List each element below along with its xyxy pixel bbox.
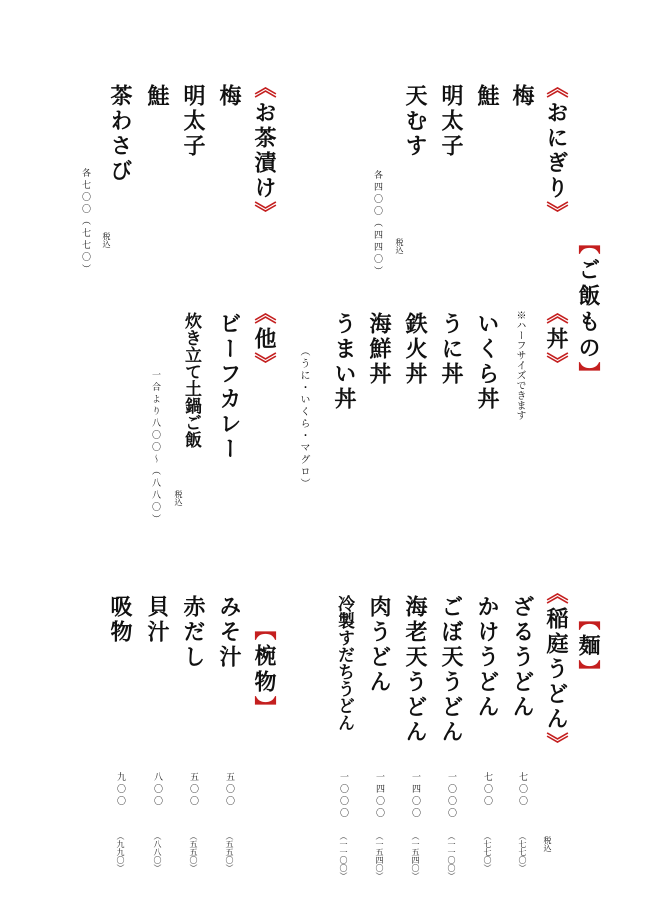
soup-price-akadashi: 五〇〇: [188, 772, 198, 808]
don-item-tekka: 鉄火丼: [402, 312, 428, 387]
onigiri-tax-note: 税込: [395, 238, 404, 254]
don-item-umai: うまい丼: [331, 312, 357, 412]
chazuke-heading: [253, 76, 275, 226]
onigiri-heading: [545, 76, 567, 226]
chazuke-title: お茶漬け: [251, 101, 277, 201]
onigiri-open: 《: [543, 76, 569, 101]
soup-section-title-text: 椀物: [251, 644, 277, 696]
chazuke-close: 》: [251, 201, 277, 226]
noodle-price-zaru: 七〇〇: [517, 772, 527, 808]
chazuke-item-sake: 鮭: [144, 84, 170, 109]
onigiri-title: おにぎり: [543, 101, 569, 201]
noodle-bracket-close: 】: [575, 660, 601, 686]
other-heading: [253, 302, 275, 377]
noodle-tax-sudachi: （一一〇〇）: [339, 832, 348, 880]
other-item-donabe-rice: 炊き立て土鍋ご飯: [181, 312, 201, 448]
noodle-price-kake: 七〇〇: [482, 772, 492, 808]
soup-bracket-close: 】: [251, 696, 277, 722]
noodle-item-goboten: ごぼ天うどん: [438, 595, 464, 745]
inaniwa-open: 《: [543, 582, 569, 607]
onigiri-item-sake: 鮭: [474, 84, 500, 109]
don-open: 《: [543, 302, 569, 327]
don-half-size-note: ※ハーフサイズできます: [514, 310, 525, 420]
onigiri-close: 》: [543, 201, 569, 226]
don-title: 丼: [543, 327, 569, 352]
onigiri-item-mentaiko: 明太子: [438, 84, 464, 159]
noodle-item-kake: かけうどん: [474, 595, 500, 720]
chazuke-item-mentaiko: 明太子: [180, 84, 206, 159]
soup-item-misoshiru: みそ汁: [216, 595, 242, 670]
noodle-item-ebiten: 海老天うどん: [402, 595, 428, 745]
soup-item-akadashi: 赤だし: [180, 595, 206, 670]
noodle-price-niku: 一四〇〇: [374, 772, 384, 820]
bracket-open: 【: [575, 232, 601, 258]
chazuke-item-chawasabi: 茶わさび: [107, 84, 133, 184]
soup-tax-misoshiru: （五五〇）: [225, 832, 234, 872]
onigiri-item-tenmusu: 天むす: [402, 84, 428, 159]
noodle-price-goboten: 一〇〇〇: [446, 772, 456, 820]
don-item-uni: うに丼: [438, 312, 464, 387]
soup-tax-akadashi: （五五〇）: [189, 832, 198, 872]
noodle-price-ebiten: 一四〇〇: [410, 772, 420, 820]
chazuke-item-ume: 梅: [216, 84, 242, 109]
noodle-price-sudachi: 一〇〇〇: [338, 772, 348, 820]
other-close: 》: [251, 352, 277, 377]
soup-bracket-open: 【: [251, 618, 277, 644]
noodle-section-title: [577, 608, 599, 686]
other-tax-note: 税込: [174, 490, 183, 506]
soup-section-title: [253, 618, 275, 722]
noodle-item-niku: 肉うどん: [366, 595, 392, 695]
inaniwa-title: 稲庭うどん: [543, 607, 569, 732]
soup-tax-kaijiru: （八八〇）: [153, 832, 162, 872]
inaniwa-close: 》: [543, 732, 569, 757]
chazuke-price: 各七〇〇（七七〇）: [80, 168, 90, 276]
noodle-tax-ebiten: （一五四〇）: [411, 832, 420, 880]
noodle-tax-note: 税込: [543, 836, 552, 852]
rice-section-title-text: ご飯もの: [575, 258, 601, 362]
onigiri-item-ume: 梅: [509, 84, 535, 109]
noodle-tax-niku: （一五四〇）: [375, 832, 384, 880]
don-heading: [545, 302, 567, 377]
other-open: 《: [251, 302, 277, 327]
noodle-tax-zaru: （七七〇）: [518, 832, 527, 872]
soup-price-suimono: 九〇〇: [115, 772, 125, 808]
chazuke-open: 《: [251, 76, 277, 101]
soup-price-misoshiru: 五〇〇: [224, 772, 234, 808]
noodle-item-zaru: ざるうどん: [509, 595, 535, 720]
bracket-close: 】: [575, 362, 601, 388]
other-item-beef-curry: ビーフカレー: [216, 312, 242, 462]
noodle-tax-goboten: （一一〇〇）: [447, 832, 456, 880]
umai-don-ingredients: （うに・いくら・マグロ）: [298, 346, 309, 490]
don-item-kaisen: 海鮮丼: [366, 312, 392, 387]
inaniwa-heading: [545, 582, 567, 757]
soup-item-suimono: 吸物: [107, 595, 133, 645]
soup-price-kaijiru: 八〇〇: [152, 772, 162, 808]
noodle-section-title-text: 麺: [575, 634, 601, 660]
donabe-price: 一合より八〇〇〜（八八〇）: [150, 370, 160, 526]
noodle-bracket-open: 【: [575, 608, 601, 634]
rice-section-title: [577, 232, 599, 388]
other-title: 他: [251, 327, 277, 352]
noodle-tax-kake: （七七〇）: [483, 832, 492, 872]
onigiri-price: 各四〇〇（四四〇）: [372, 170, 382, 278]
don-close: 》: [543, 352, 569, 377]
chazuke-tax-note: 税込: [102, 232, 111, 248]
soup-tax-suimono: （九九〇）: [116, 832, 125, 872]
don-item-ikura: いくら丼: [474, 312, 500, 412]
noodle-item-sudachi: 冷製すだちうどん: [334, 595, 354, 731]
soup-item-kaijiru: 貝汁: [144, 595, 170, 645]
